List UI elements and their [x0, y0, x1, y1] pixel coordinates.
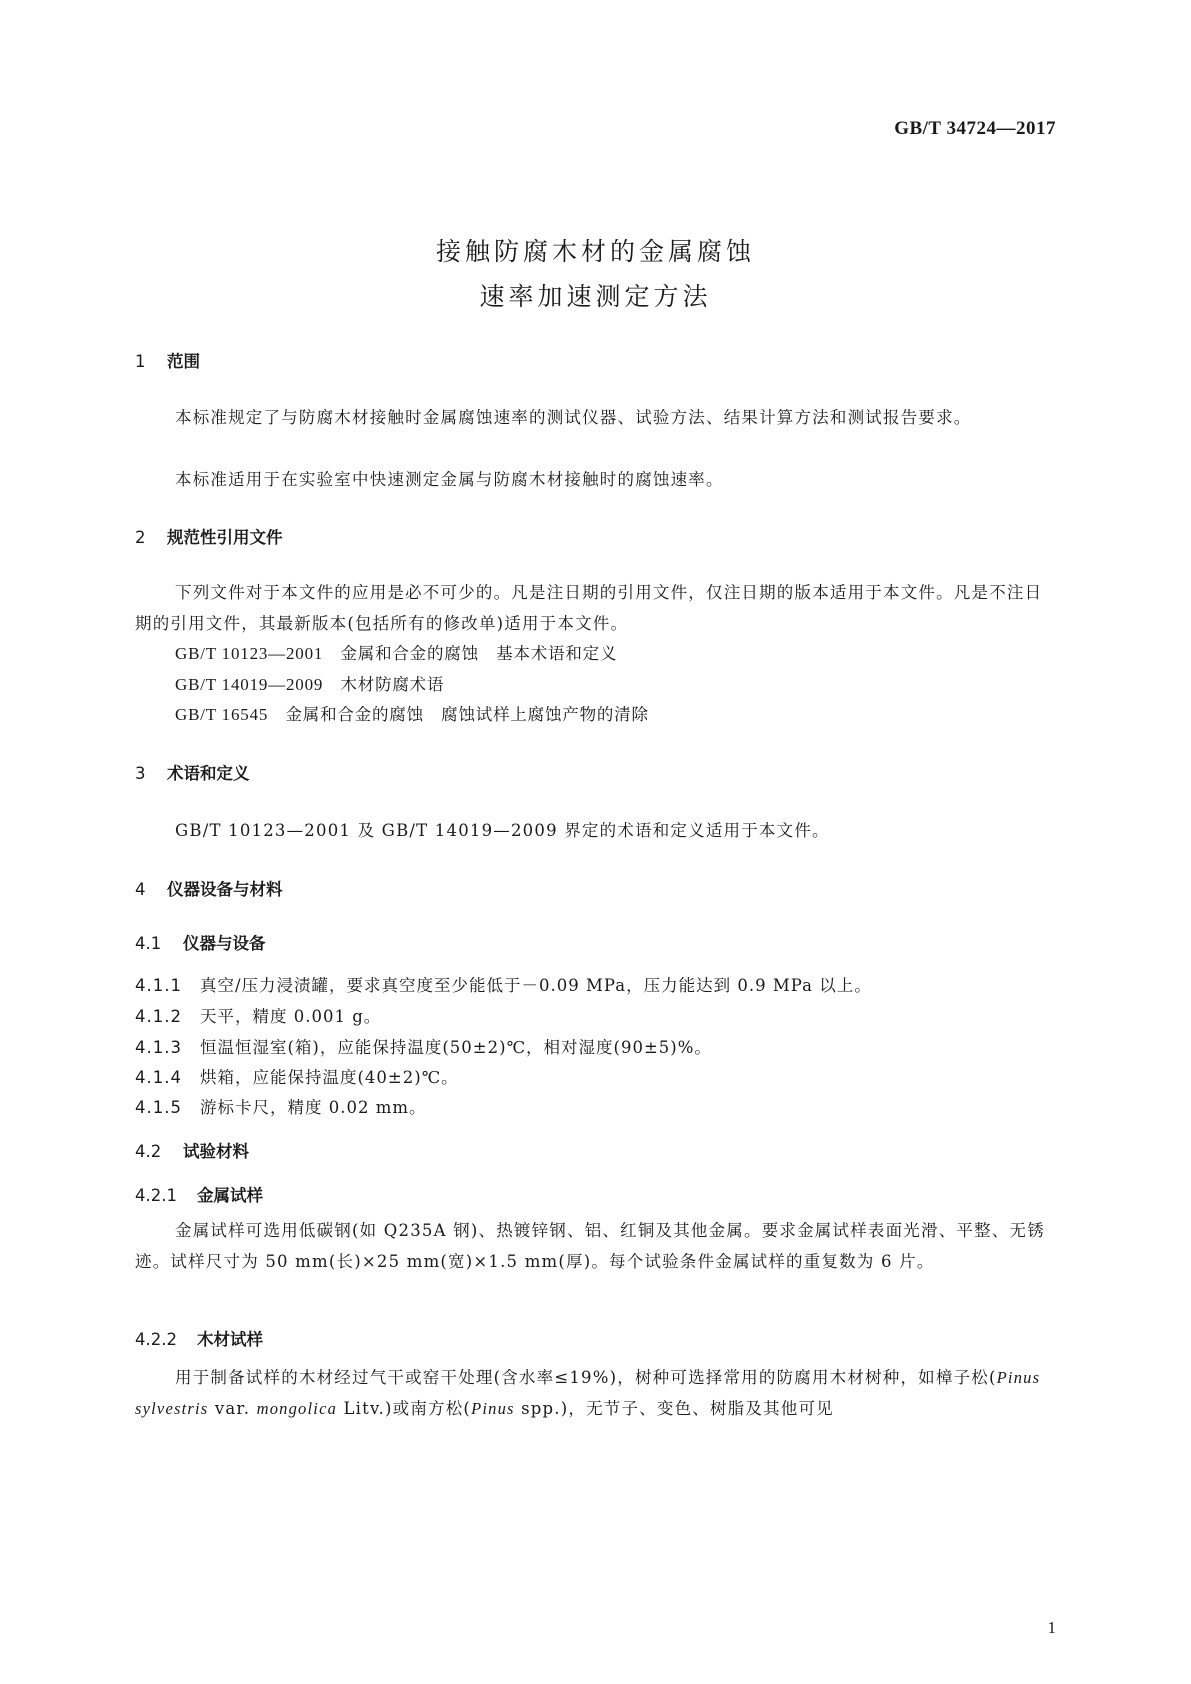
section-1-paragraph-1: 本标准规定了与防腐木材接触时金属腐蚀速率的测试仪器、试验方法、结果计算方法和测试报告要求。 — [175, 408, 972, 427]
item-text: 真空/压力浸渍罐，要求真空度至少能低于－0.09 MPa，压力能达到 0.9 MPa 以上。 — [200, 976, 872, 995]
standard-number: GB/T 34724—2017 — [894, 118, 1056, 139]
section-title: 试验材料 — [183, 1142, 249, 1161]
section-1-heading — [135, 348, 200, 372]
section-title: 术语和定义 — [167, 764, 250, 783]
reference-title: 金属和合金的腐蚀 基本术语和定义 — [340, 644, 618, 663]
section-4-2-2-paragraph — [135, 1362, 1055, 1424]
section-number: 2 — [135, 528, 146, 547]
page-number: 1 — [1047, 1618, 1056, 1637]
genus-name: Pinus — [471, 1399, 515, 1418]
section-title: 范围 — [167, 352, 200, 371]
section-number: 4 — [135, 880, 146, 899]
section-4-2-1-paragraph: 金属试样可选用低碳钢(如 Q235A 钢)、热镀锌钢、铝、红铜及其他金属。要求金属试样表面光滑、平整、无锈迹。试样尺寸为 50 mm(长)×25 mm(宽)×1.5 mm(厚)。每个试验条件金属试样的重复数为 6 片。 — [135, 1221, 1045, 1271]
item-number: 4.1.1 — [135, 976, 182, 995]
variety-name: mongolica — [256, 1399, 338, 1418]
item-number: 4.1.5 — [135, 1098, 182, 1117]
item-text: 烘箱，应能保持温度(40±2)℃。 — [200, 1068, 459, 1087]
text-run: var. — [208, 1399, 257, 1418]
equipment-item — [135, 1064, 459, 1088]
text-run: Litv.)或南方松( — [337, 1399, 472, 1418]
section-title: 木材试样 — [197, 1330, 263, 1349]
reference-code: GB/T 10123—2001 — [175, 644, 324, 663]
section-4-heading — [135, 876, 283, 900]
section-title: 仪器与设备 — [183, 934, 266, 953]
document-title-line2: 速率加速测定方法 — [479, 282, 712, 311]
document-title-line1: 接触防腐木材的金属腐蚀 — [435, 237, 755, 266]
item-number: 4.1.3 — [135, 1038, 182, 1057]
section-4-2-2-heading — [135, 1326, 263, 1350]
section-4-2-1-heading — [135, 1182, 263, 1206]
item-number: 4.1.4 — [135, 1068, 182, 1087]
item-number: 4.1.2 — [135, 1007, 182, 1026]
section-number: 4.2 — [135, 1142, 162, 1161]
reference-code: GB/T 14019—2009 — [175, 675, 324, 694]
section-4-2-heading — [135, 1138, 249, 1162]
section-4-1-heading — [135, 930, 266, 954]
section-title: 规范性引用文件 — [167, 528, 283, 547]
reference-code: GB/T 16545 — [175, 705, 269, 724]
item-text: 天平，精度 0.001 g。 — [200, 1007, 382, 1026]
section-1-paragraph-2: 本标准适用于在实验室中快速测定金属与防腐木材接触时的腐蚀速率。 — [175, 470, 724, 489]
section-2-paragraph-1: 下列文件对于本文件的应用是必不可少的。凡是注日期的引用文件，仅注日期的版本适用于本文件。凡是不注日期的引用文件，其最新版本(包括所有的修改单)适用于本文件。 — [135, 583, 1043, 633]
item-text: 恒温恒湿室(箱)，应能保持温度(50±2)℃，相对湿度(90±5)%。 — [200, 1038, 712, 1057]
reference-title: 木材防腐术语 — [340, 675, 445, 694]
text-run: 用于制备试样的木材经过气干或窑干处理(含水率≤19%)，树种可选择常用的防腐用木材树种，如樟子松( — [175, 1368, 997, 1387]
section-3-paragraph-1: GB/T 10123—2001 及 GB/T 14019—2009 界定的术语和定义适用于本文件。 — [175, 821, 830, 840]
reference-title: 金属和合金的腐蚀 腐蚀试样上腐蚀产物的清除 — [285, 705, 649, 724]
equipment-item — [135, 1003, 381, 1027]
item-text: 游标卡尺，精度 0.02 mm。 — [200, 1098, 427, 1117]
section-2-heading — [135, 524, 283, 548]
section-title: 金属试样 — [197, 1186, 263, 1205]
reference-item — [175, 640, 617, 664]
equipment-item — [135, 1034, 712, 1058]
section-number: 4.2.1 — [135, 1186, 177, 1205]
section-number: 4.1 — [135, 934, 162, 953]
reference-item — [175, 701, 649, 725]
equipment-item — [135, 972, 872, 996]
equipment-item — [135, 1094, 427, 1118]
section-title: 仪器设备与材料 — [167, 880, 283, 899]
section-number: 1 — [135, 352, 146, 371]
reference-item — [175, 671, 444, 695]
section-number: 4.2.2 — [135, 1330, 177, 1349]
section-3-heading — [135, 760, 250, 784]
species-name: Pinus sylvestris — [135, 1368, 1041, 1418]
text-run: spp.)，无节子、变色、树脂及其他可见 — [514, 1399, 834, 1418]
section-number: 3 — [135, 764, 146, 783]
